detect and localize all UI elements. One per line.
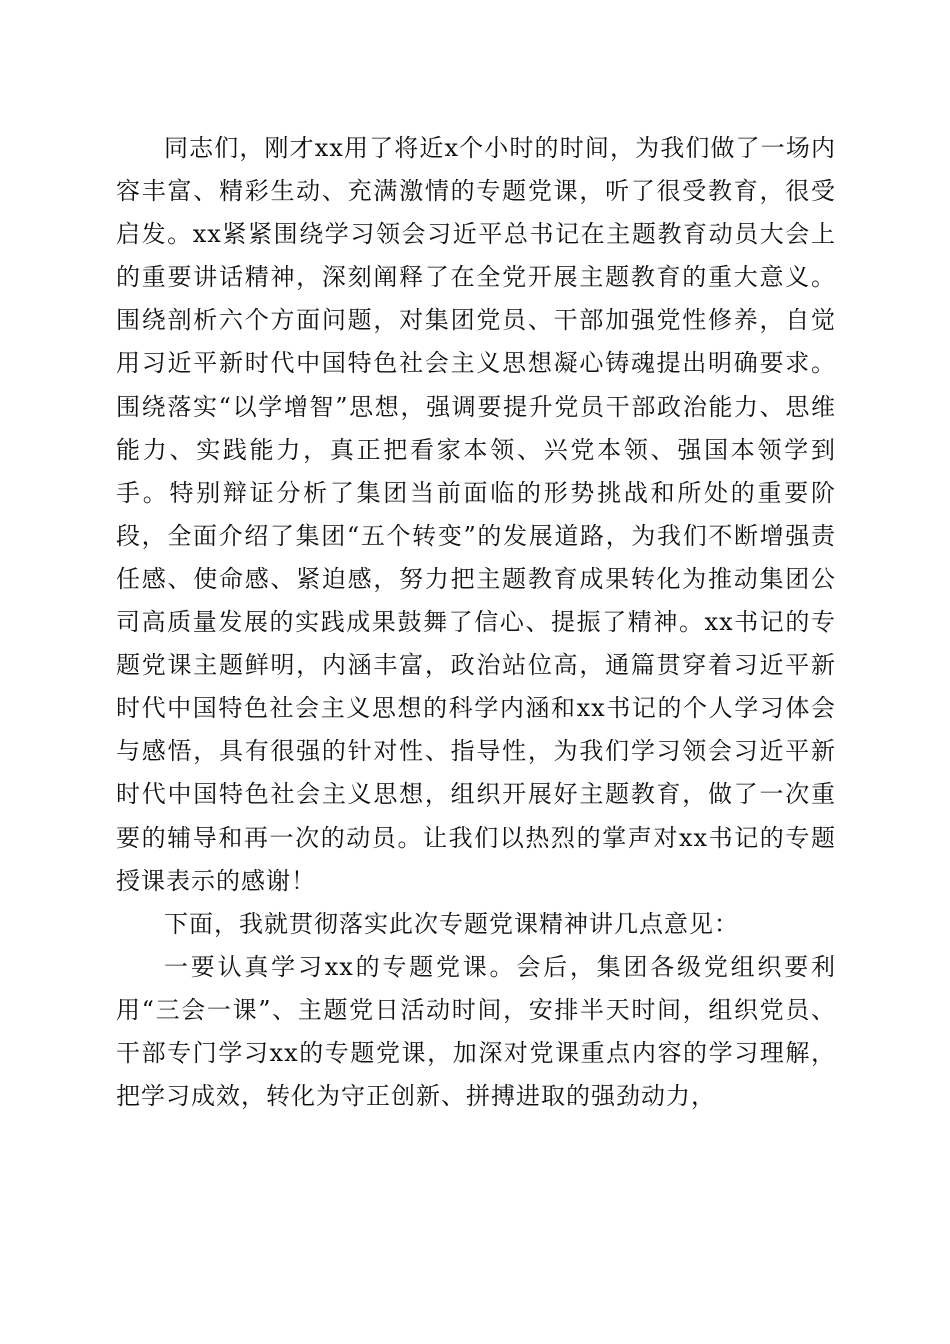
paragraph-point-one: 一要认真学习xx的专题党课。会后，集团各级党组织要利用“三会一课”、主题党日活动时间，安排半天时间，组织党员、干部专门学习xx的专题党课，加深对党课重点内容的学习理解，把学习成效，转化为守正创新、拼搏进取的强劲动力， [116, 952, 836, 1111]
document-body [116, 127, 836, 1118]
paragraph-opening-remarks: 同志们，刚才xx用了将近x个小时的时间，为我们做了一场内容丰富、精彩生动、充满激情的专题党课，听了很受教育，很受启发。xx紧紧围绕学习领会习近平总书记在主题教育动员大会上的重要讲话精神，深刻阐释了在全党开展主题教育的重大意义。围绕剖析六个方面问题，对集团党员、干部加强党性修养，自觉用习近平新时代中国特色社会主义思想凝心铸魂提出明确要求。围绕落实“以学增智”思想，强调要提升党员干部政治能力、思维能力、实践能力，真正把看家本领、兴党本领、强国本领学到手。特别辩证分析了集团当前面临的形势挑战和所处的重要阶段，全面介绍了集团“五个转变”的发展道路，为我们不断增强责任感、使命感、紧迫感，努力把主题教育成果转化为推动集团公司高质量发展的实践成果鼓舞了信心、提振了精神。xx书记的专题党课主题鲜明，内涵丰富，政治站位高，通篇贯穿着习近平新时代中国特色社会主义思想的科学内涵和xx书记的个人学习体会与感悟，具有很强的针对性、指导性，为我们学习领会习近平新时代中国特色社会主义思想，组织开展好主题教育，做了一次重要的辅导和再一次的动员。让我们以热烈的掌声对xx书记的专题授课表示的感谢！ [116, 134, 836, 895]
paragraph-transition: 下面，我就贯彻落实此次专题党课精神讲几点意见： [164, 909, 739, 938]
